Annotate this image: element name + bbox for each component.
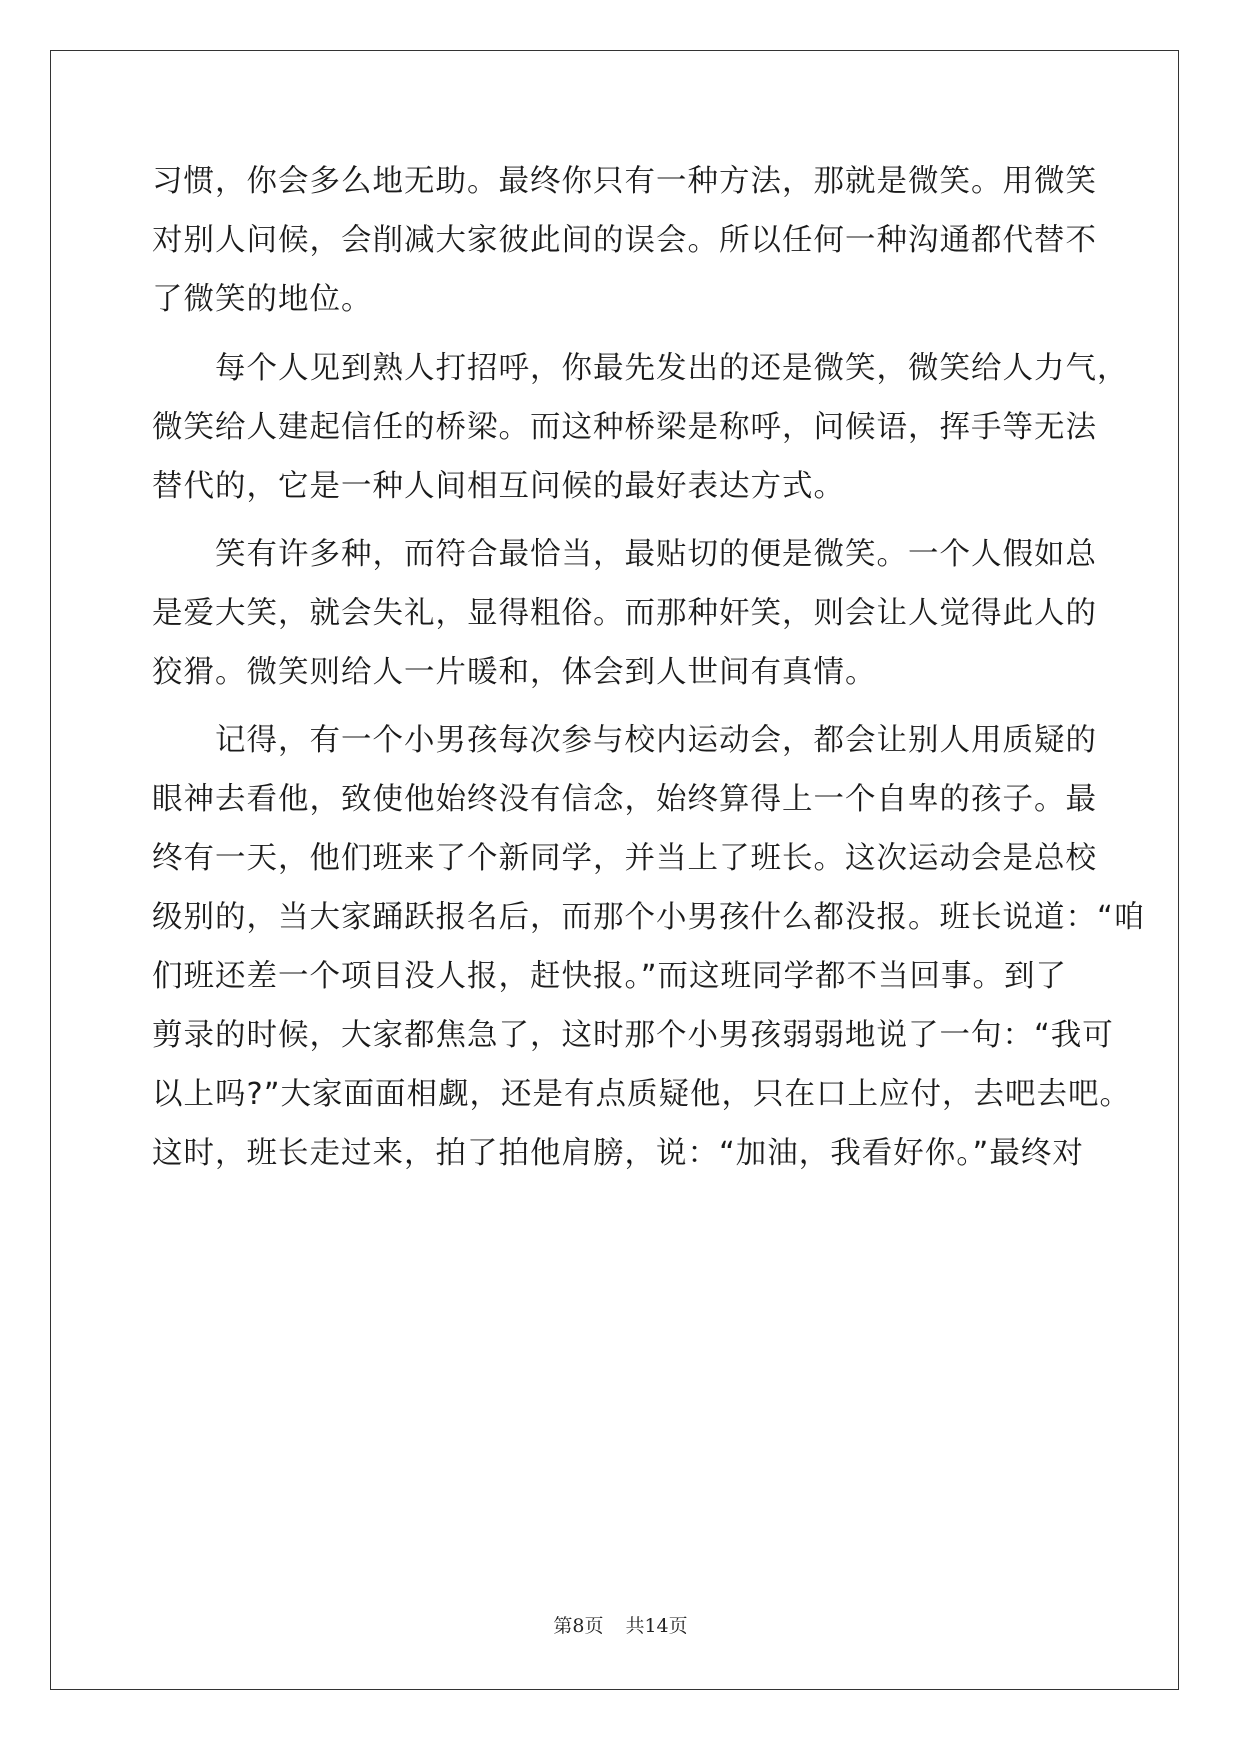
text-line: 们班还差一个项目没人报，赶快报。”而这班同学都不当回事。到了 xyxy=(152,959,1068,994)
text-line: 剪录的时候，大家都焦急了，这时那个小男孩弱弱地说了一句：“我可 xyxy=(152,1018,1114,1053)
page-number-total: 共14页 xyxy=(625,1615,688,1637)
text-line: 以上吗?”大家面面相觑，还是有点质疑他，只在口上应付，去吧去吧。 xyxy=(152,1077,1131,1112)
text-line: 这时，班长走过来，拍了拍他肩膀，说：“加油，我看好你。”最终对 xyxy=(152,1136,1084,1171)
page-number-current: 第8页 xyxy=(553,1615,604,1637)
text-line: 级别的，当大家踊跃报名后，而那个小男孩什么都没报。班长说道：“咱 xyxy=(152,900,1146,935)
text-line: 笑有许多种，而符合最恰当，最贴切的便是微笑。一个人假如总 xyxy=(152,537,1097,572)
page-footer xyxy=(0,1611,1241,1638)
text-line: 了微笑的地位。 xyxy=(152,282,373,317)
text-line: 习惯，你会多么地无助。最终你只有一种方法，那就是微笑。用微笑 xyxy=(152,164,1097,199)
text-line: 记得，有一个小男孩每次参与校内运动会，都会让别人用质疑的 xyxy=(152,723,1097,758)
text-line: 终有一天，他们班来了个新同学，并当上了班长。这次运动会是总校 xyxy=(152,841,1097,876)
text-line: 每个人见到熟人打招呼，你最先发出的还是微笑，微笑给人力气， xyxy=(152,351,1129,386)
text-line: 对别人问候，会削减大家彼此间的误会。所以任何一种沟通都代替不 xyxy=(152,223,1097,258)
text-line: 是爱大笑，就会失礼，显得粗俗。而那种奸笑，则会让人觉得此人的 xyxy=(152,596,1097,631)
text-line: 狡猾。微笑则给人一片暖和，体会到人世间有真情。 xyxy=(152,655,877,690)
text-line: 眼神去看他，致使他始终没有信念，始终算得上一个自卑的孩子。最 xyxy=(152,782,1097,817)
text-line: 替代的，它是一种人间相互问候的最好表达方式。 xyxy=(152,469,845,504)
text-line: 微笑给人建起信任的桥梁。而这种桥梁是称呼，问候语，挥手等无法 xyxy=(152,410,1097,445)
